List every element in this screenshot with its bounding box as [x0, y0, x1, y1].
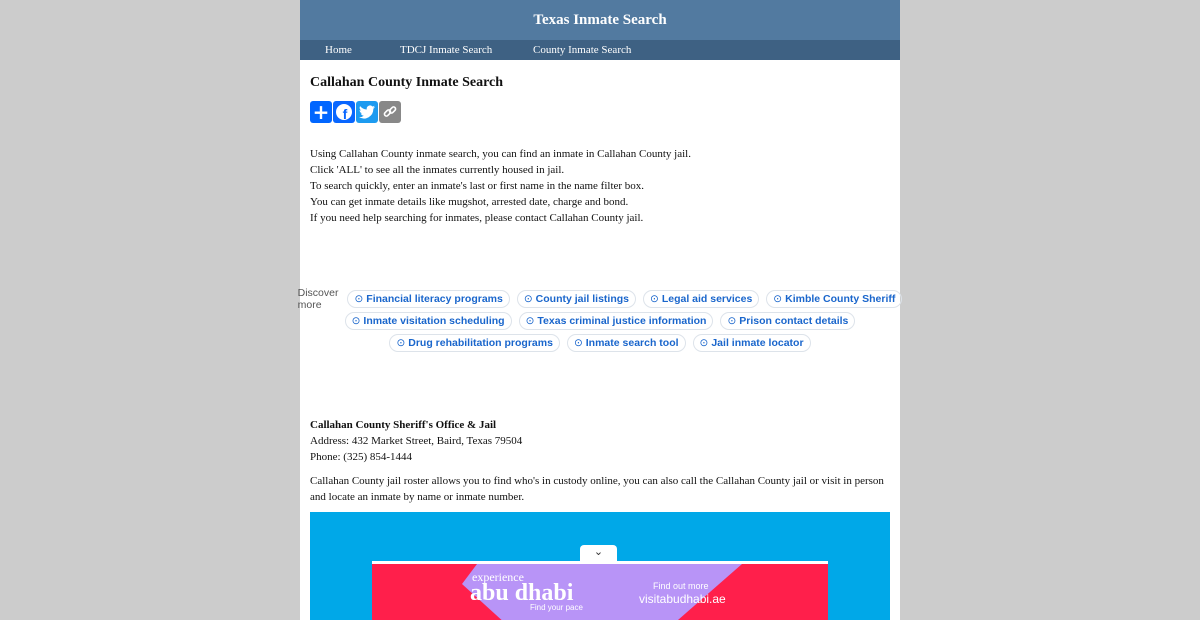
chip-label: Jail inmate locator: [711, 337, 804, 349]
search-circle-icon: ⊙: [573, 337, 583, 349]
nav-county-inmate-search[interactable]: County Inmate Search: [533, 44, 632, 56]
search-circle-icon: ⊙: [396, 337, 406, 349]
discover-chip[interactable]: [693, 334, 811, 352]
facebook-icon[interactable]: [333, 101, 355, 123]
search-circle-icon: ⊙: [351, 315, 361, 327]
page-title: Callahan County Inmate Search: [310, 75, 504, 90]
discover-chip[interactable]: [643, 290, 759, 308]
discover-chip[interactable]: [766, 290, 902, 308]
discover-chip[interactable]: [345, 312, 512, 330]
discover-more: [297, 287, 900, 356]
search-circle-icon: ⊙: [650, 293, 659, 305]
office-phone: Phone: (325) 854-1444: [310, 451, 413, 463]
discover-chip[interactable]: [517, 290, 636, 308]
chip-label: Inmate visitation scheduling: [363, 315, 505, 327]
twitter-icon[interactable]: [356, 101, 378, 123]
chip-label: Inmate search tool: [585, 337, 679, 349]
chip-label: Legal aid services: [661, 293, 753, 305]
ad-banner[interactable]: [372, 561, 828, 620]
nav-bar: [300, 40, 900, 60]
search-circle-icon: ⊙: [354, 293, 364, 305]
ad-cta: Find out more: [653, 581, 709, 591]
chip-label: Kimble County Sheriff: [785, 293, 896, 305]
office-info: [310, 417, 890, 505]
nav-tdcj-inmate-search[interactable]: TDCJ Inmate Search: [400, 44, 493, 56]
ad-tagline: Find your pace: [530, 603, 583, 612]
site-title: Texas Inmate Search: [300, 0, 900, 40]
copy-link-icon[interactable]: [379, 101, 401, 123]
share-buttons: [310, 101, 401, 123]
search-circle-icon: ⊙: [773, 293, 783, 305]
office-address: Address: 432 Market Street, Baird, Texas 79504: [310, 435, 523, 447]
discover-chip[interactable]: [389, 334, 560, 352]
ad-logo-top: experience: [472, 570, 524, 584]
office-name: Callahan County Sheriff's Office & Jail: [310, 419, 497, 431]
chip-label: Texas criminal justice information: [537, 315, 707, 327]
ad-url[interactable]: visitabudhabi.ae: [639, 592, 726, 606]
intro-line: Click 'ALL' to see all the inmates currently housed in jail.: [310, 164, 565, 176]
advertisement[interactable]: [310, 512, 890, 620]
intro-text: [310, 146, 691, 226]
svg-text:f: f: [342, 106, 348, 121]
chip-label: County jail listings: [535, 293, 629, 305]
chip-label: Financial literacy programs: [366, 293, 503, 305]
share-add-icon[interactable]: +: [310, 101, 332, 123]
office-description: Callahan County jail roster allows you to find who's in custody online, you can also call the Callahan County jail or visit in person and locate an inmate by name or inmate number.: [310, 475, 884, 503]
search-circle-icon: ⊙: [523, 293, 533, 305]
intro-line: If you need help searching for inmates, please contact Callahan County jail.: [310, 212, 644, 224]
collapse-chevron-icon[interactable]: ⌄: [580, 545, 617, 563]
discover-chip[interactable]: [567, 334, 686, 352]
page-container: [297, 0, 900, 620]
discover-label: Discover more: [297, 287, 339, 311]
intro-line: To search quickly, enter an inmate's last or first name in the name filter box.: [310, 180, 645, 192]
discover-chip[interactable]: [720, 312, 855, 330]
chip-label: Prison contact details: [739, 315, 849, 327]
ad-logo-main: abu dhabi: [470, 580, 574, 606]
search-circle-icon: ⊙: [727, 315, 737, 327]
intro-line: Using Callahan County inmate search, you can find an inmate in Callahan County jail.: [310, 148, 691, 160]
search-circle-icon: ⊙: [699, 337, 709, 349]
intro-line: You can get inmate details like mugshot, arrested date, charge and bond.: [310, 196, 629, 208]
search-circle-icon: ⊙: [525, 315, 535, 327]
nav-home[interactable]: Home: [325, 44, 352, 56]
discover-chip[interactable]: [519, 312, 714, 330]
discover-chip[interactable]: [347, 290, 509, 308]
chip-label: Drug rehabilitation programs: [408, 337, 553, 349]
